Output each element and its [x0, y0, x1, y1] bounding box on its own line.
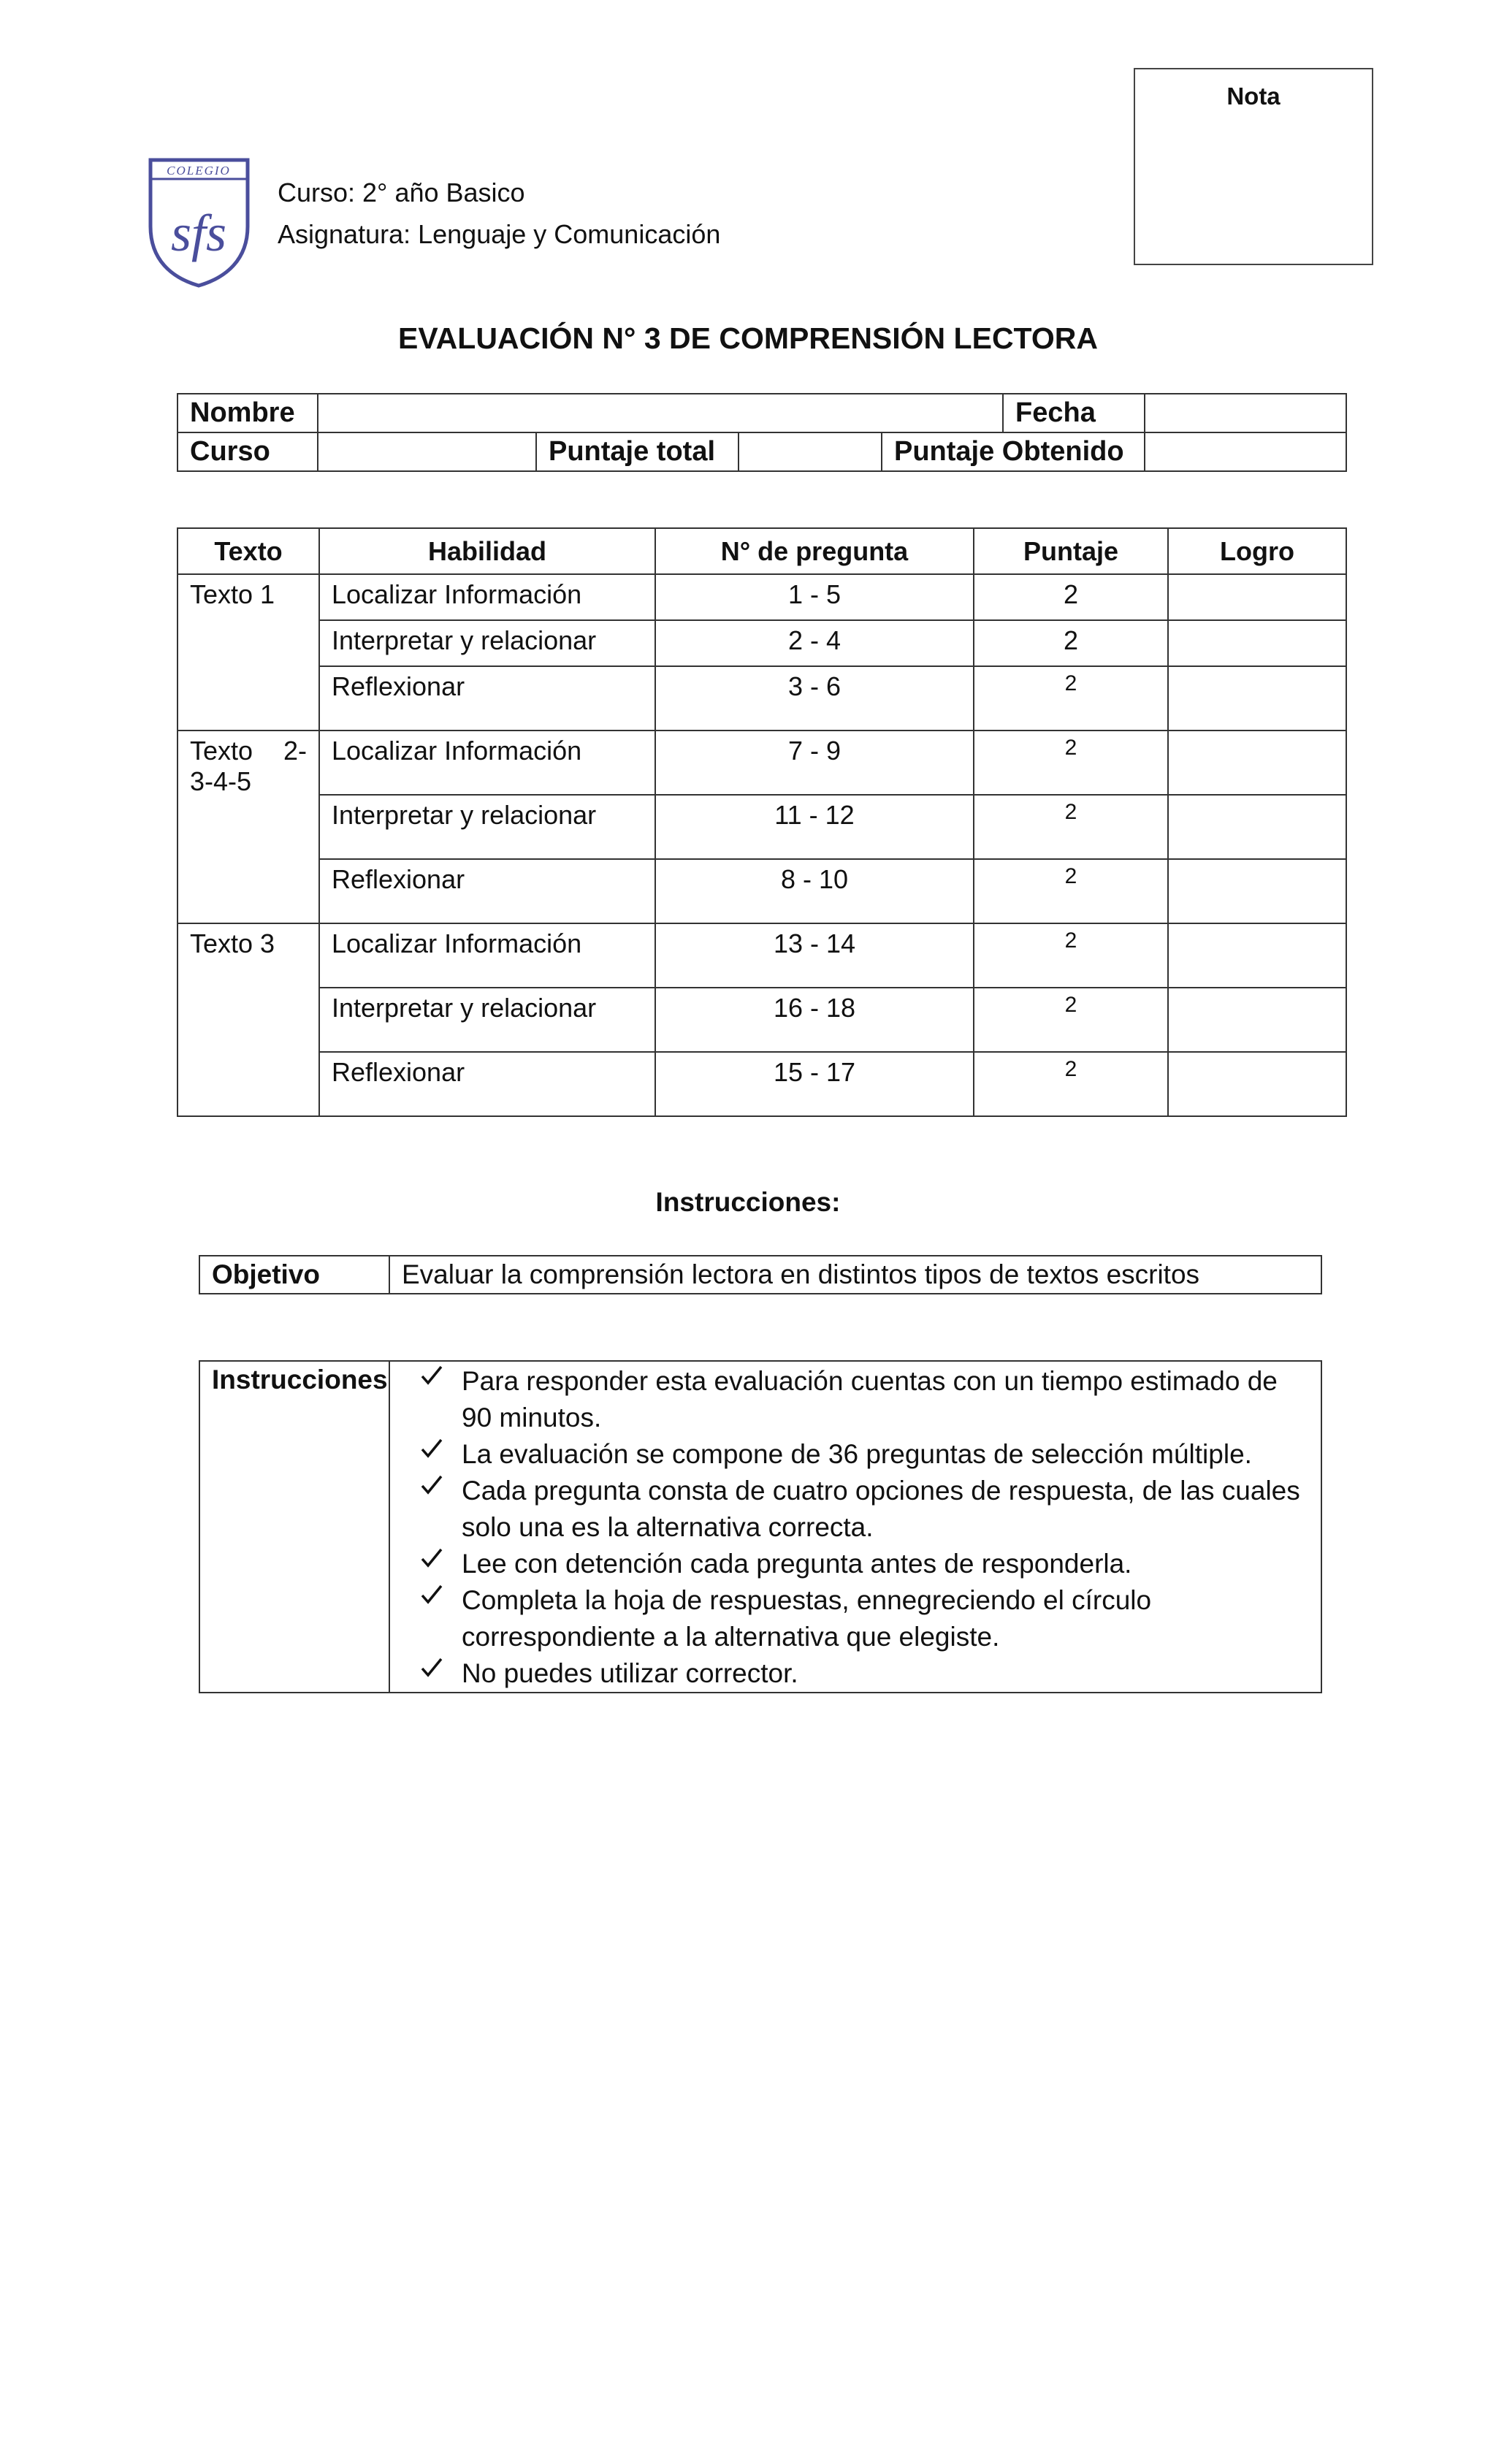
logro-cell[interactable] [1168, 620, 1346, 666]
puntaje-cell: 2 [974, 859, 1168, 923]
curso-field[interactable] [318, 432, 536, 471]
checkmark-icon [419, 1655, 444, 1680]
instrucciones-heading: Instrucciones: [655, 1187, 841, 1217]
list-item [462, 1655, 1309, 1692]
page-title: EVALUACIÓN N° 3 DE COMPRENSIÓN LECTORA [398, 321, 1098, 355]
puntaje-cell: 2 [974, 620, 1168, 666]
list-item [462, 1582, 1309, 1655]
pregunta-cell: 16 - 18 [655, 988, 974, 1052]
skills-table [177, 527, 1347, 1117]
table-row [178, 859, 1346, 923]
header-asignatura: Asignatura: Lenguaje y Comunicación [278, 219, 721, 249]
habilidad-cell: Reflexionar [319, 666, 655, 731]
logo-monogram: sfs [170, 204, 227, 262]
habilidad-cell: Reflexionar [319, 1052, 655, 1116]
instruction-text: Lee con detención cada pregunta antes de responderla. [462, 1549, 1132, 1579]
skills-header-row [178, 528, 1346, 574]
habilidad-cell: Localizar Información [319, 731, 655, 795]
habilidad-cell: Localizar Información [319, 574, 655, 620]
nota-box [1134, 68, 1373, 265]
objetivo-table [199, 1255, 1322, 1294]
table-row [178, 666, 1346, 731]
habilidad-cell: Reflexionar [319, 859, 655, 923]
checkmark-icon [419, 1363, 444, 1388]
table-row [178, 731, 1346, 795]
puntaje-total-label: Puntaje total [536, 432, 739, 471]
habilidad-cell: Interpretar y relacionar [319, 795, 655, 859]
puntaje-obtenido-label: Puntaje Obtenido [882, 432, 1145, 471]
header-curso: Curso: 2° año Basico [278, 178, 525, 207]
instrucciones-list [402, 1363, 1309, 1692]
table-row [178, 988, 1346, 1052]
puntaje-cell: 2 [974, 795, 1168, 859]
puntaje-cell: 2 [974, 988, 1168, 1052]
habilidad-cell: Interpretar y relacionar [319, 988, 655, 1052]
logro-cell[interactable] [1168, 988, 1346, 1052]
header-habilidad: Habilidad [319, 528, 655, 574]
texto-cell: Texto 2- 3-4-5 [178, 731, 319, 923]
table-row [178, 1052, 1346, 1116]
list-item [462, 1546, 1309, 1582]
fecha-field[interactable] [1145, 394, 1346, 432]
instrucciones-list-cell [389, 1361, 1321, 1693]
instruction-text: No puedes utilizar corrector. [462, 1658, 798, 1688]
student-info-table [177, 393, 1347, 472]
header-logro: Logro [1168, 528, 1346, 574]
school-crest-logo [146, 157, 252, 289]
objetivo-label: Objetivo [199, 1256, 389, 1294]
table-row [178, 574, 1346, 620]
pregunta-cell: 3 - 6 [655, 666, 974, 731]
table-row [178, 923, 1346, 988]
checkmark-icon [419, 1546, 444, 1571]
pregunta-cell: 11 - 12 [655, 795, 974, 859]
habilidad-cell: Interpretar y relacionar [319, 620, 655, 666]
list-item [462, 1363, 1309, 1436]
checkmark-icon [419, 1582, 444, 1607]
nota-label: Nota [1226, 83, 1281, 110]
logro-cell[interactable] [1168, 1052, 1346, 1116]
instruction-text: Completa la hoja de respuestas, ennegreciendo el círculo correspondiente a la alternativa que elegiste. [462, 1585, 1152, 1652]
instrucciones-label: Instrucciones [199, 1361, 389, 1693]
instrucciones-table [199, 1360, 1322, 1693]
logro-cell[interactable] [1168, 795, 1346, 859]
table-row [178, 795, 1346, 859]
list-item [462, 1436, 1309, 1473]
puntaje-total-field[interactable] [739, 432, 882, 471]
list-item [462, 1473, 1309, 1546]
table-row [178, 620, 1346, 666]
pregunta-cell: 8 - 10 [655, 859, 974, 923]
instruction-text: Cada pregunta consta de cuatro opciones de respuesta, de las cuales solo una es la alternativa correcta. [462, 1476, 1300, 1542]
puntaje-cell: 2 [974, 666, 1168, 731]
puntaje-cell: 2 [974, 731, 1168, 795]
header-pregunta: N° de pregunta [655, 528, 974, 574]
texto-cell: Texto 3 [178, 923, 319, 1116]
logro-cell[interactable] [1168, 859, 1346, 923]
pregunta-cell: 13 - 14 [655, 923, 974, 988]
header-texto: Texto [178, 528, 319, 574]
logro-cell[interactable] [1168, 731, 1346, 795]
instruction-text: La evaluación se compone de 36 preguntas de selección múltiple. [462, 1439, 1252, 1469]
habilidad-cell: Localizar Información [319, 923, 655, 988]
logro-cell[interactable] [1168, 574, 1346, 620]
puntaje-cell: 2 [974, 574, 1168, 620]
instruction-text: Para responder esta evaluación cuentas con un tiempo estimado de 90 minutos. [462, 1366, 1278, 1433]
logro-cell[interactable] [1168, 666, 1346, 731]
pregunta-cell: 15 - 17 [655, 1052, 974, 1116]
nombre-field[interactable] [318, 394, 1003, 432]
curso-label: Curso [178, 432, 318, 471]
pregunta-cell: 2 - 4 [655, 620, 974, 666]
objetivo-text: Evaluar la comprensión lectora en distintos tipos de textos escritos [389, 1256, 1321, 1294]
puntaje-cell: 2 [974, 923, 1168, 988]
logo-text: COLEGIO [167, 164, 231, 178]
pregunta-cell: 1 - 5 [655, 574, 974, 620]
puntaje-cell: 2 [974, 1052, 1168, 1116]
checkmark-icon [419, 1436, 444, 1461]
puntaje-obtenido-field[interactable] [1145, 432, 1346, 471]
nombre-label: Nombre [178, 394, 318, 432]
header-puntaje: Puntaje [974, 528, 1168, 574]
logro-cell[interactable] [1168, 923, 1346, 988]
texto-cell: Texto 1 [178, 574, 319, 731]
fecha-label: Fecha [1003, 394, 1145, 432]
checkmark-icon [419, 1473, 444, 1498]
pregunta-cell: 7 - 9 [655, 731, 974, 795]
